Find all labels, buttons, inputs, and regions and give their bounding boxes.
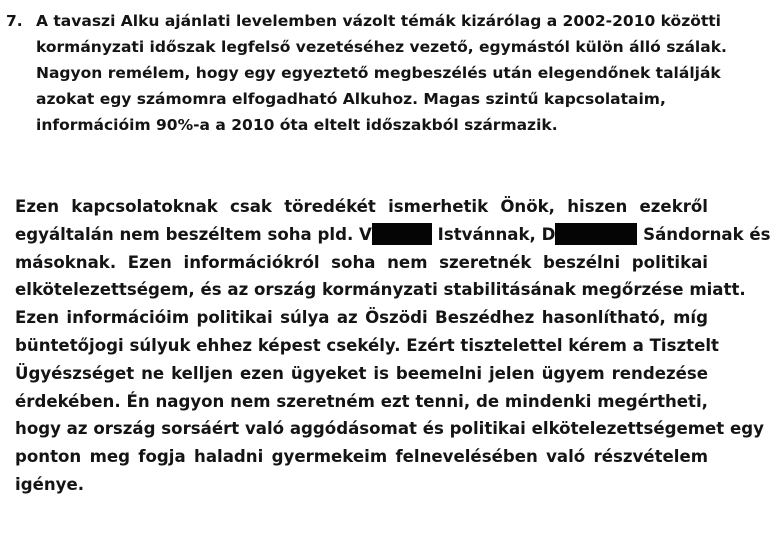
paragraph-line: hogy az ország sorsáért való aggódásomat és politikai elkötelezettségemet egy xyxy=(15,419,764,439)
paragraph-line: elkötelezettségem, és az ország kormányzati stabilitásának megőrzése miatt. xyxy=(15,280,746,300)
line-segment: Sándornak és xyxy=(643,224,771,244)
paragraph-line: Ezen kapcsolatoknak csak töredékét ismerhetik Önök, hiszen ezekről xyxy=(15,197,708,216)
body-paragraph xyxy=(15,193,771,499)
paragraph-line: ponton meg fogja haladni gyermekeim felnevelésében való részvételem xyxy=(15,447,708,467)
numbered-item-7 xyxy=(6,8,727,138)
item-line: A tavaszi Alku ajánlati levelemben vázolt témák kizárólag a 2002-2010 közötti xyxy=(36,12,721,30)
line-segment: Istvánnak, D xyxy=(437,224,556,244)
item-line: kormányzati időszak legfelső vezetéséhez vezető, egymástól külön álló szálak. xyxy=(36,38,727,56)
item-line: azokat egy számomra elfogadható Alkuhoz. Magas szintű kapcsolataim, xyxy=(36,90,666,108)
item-text xyxy=(36,8,727,138)
paragraph-line: igénye. xyxy=(15,474,85,494)
redaction-bar xyxy=(372,223,432,245)
paragraph-line: Ezen információim politikai súlya az Öszödi Beszédhez hasonlítható, míg xyxy=(15,308,708,328)
paragraph-line: büntetőjogi súlyuk ehhez képest csekély. Ezért tisztelettel kérem a Tisztelt xyxy=(15,335,719,355)
item-line: Nagyon remélem, hogy egy egyeztető megbeszélés után elegendőnek találják xyxy=(36,64,721,82)
item-number: 7. xyxy=(6,12,23,30)
line-segment: egyáltalán nem beszéltem soha pld. V xyxy=(15,224,372,244)
paragraph-line: másoknak. Ezen információkról soha nem szeretnék beszélni politikai xyxy=(15,252,708,272)
item-line: információim 90%-a a 2010 óta eltelt időszakból származik. xyxy=(36,116,558,134)
paragraph-line: Ügyészséget ne kelljen ezen ügyeket is beemelni jelen ügyem rendezése xyxy=(15,363,708,383)
paragraph-line-with-redactions xyxy=(15,221,771,249)
redaction-bar xyxy=(555,223,637,245)
paragraph-line: érdekében. Én nagyon nem szeretném ezt tenni, de mindenki megértheti, xyxy=(15,391,708,411)
